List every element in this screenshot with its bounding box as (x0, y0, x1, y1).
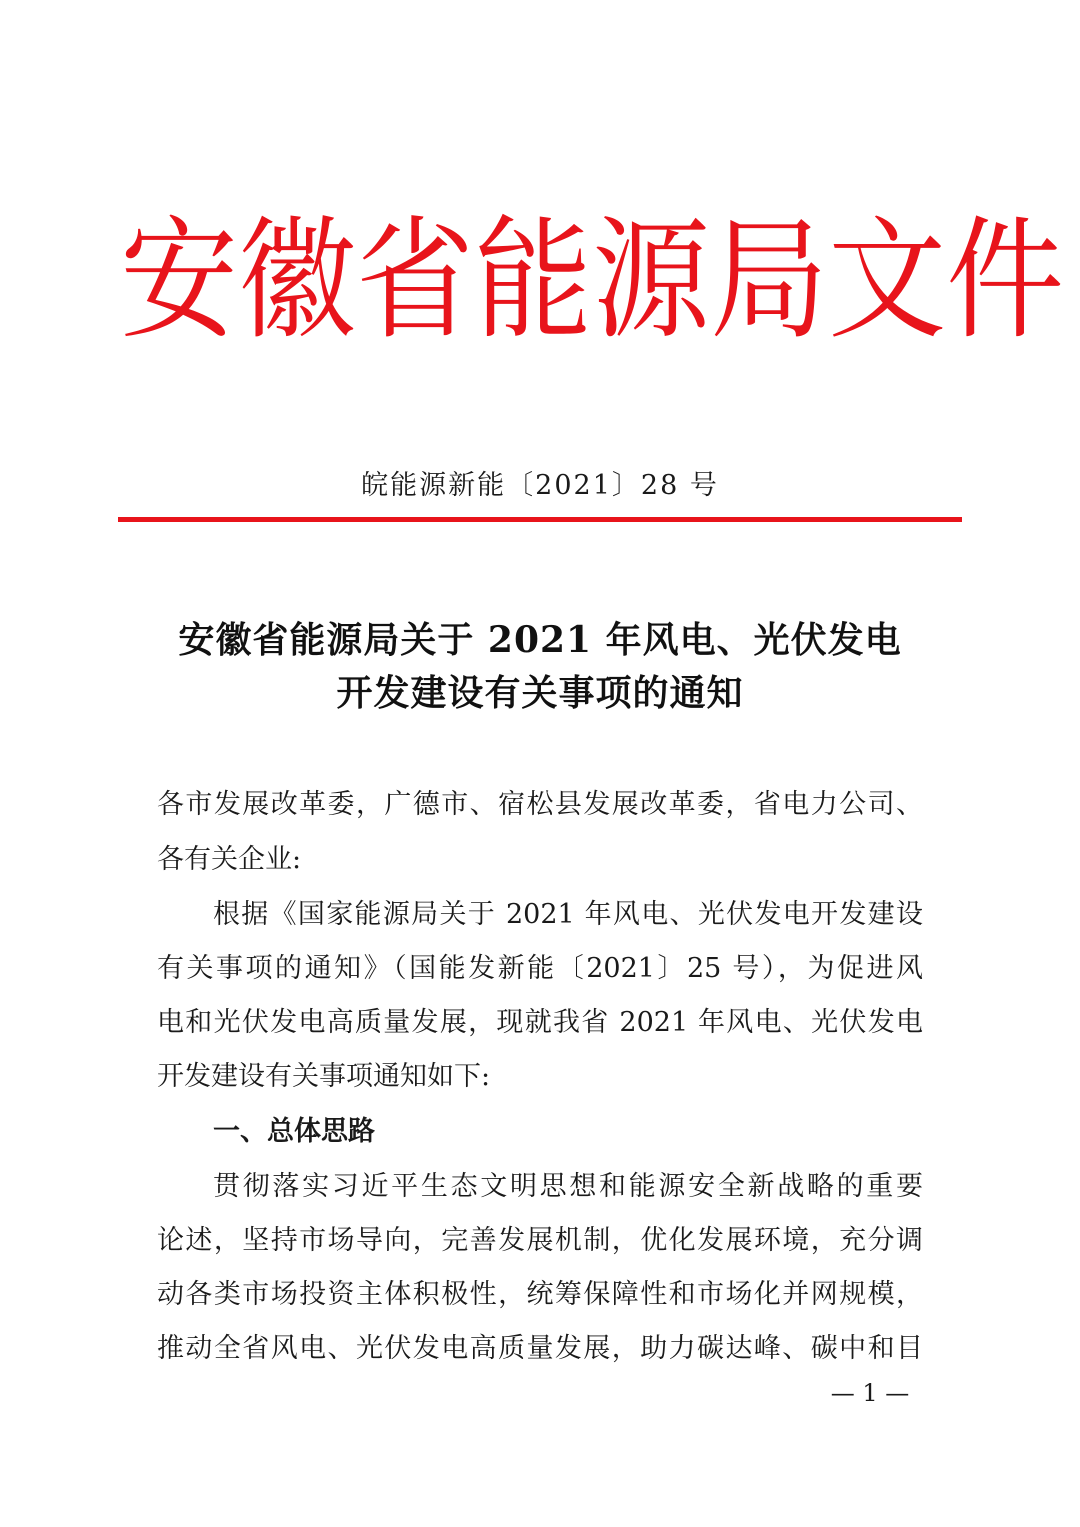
masthead-char: 能 (474, 202, 593, 358)
paragraph-2-line-3: 动各类市场投资主体积极性，统筹保障性和市场化并网规模， (157, 1279, 923, 1310)
paragraph-1-line-1: 根据《国家能源局关于 2021 年风电、光伏发电开发建设 (213, 899, 923, 930)
red-divider-rule (118, 517, 962, 522)
paragraph-2-line-2: 论述，坚持市场导向，完善发展机制，优化发展环境，充分调 (157, 1225, 923, 1256)
masthead-char: 徽 (238, 202, 357, 358)
paragraph-2-line-4: 推动全省风电、光伏发电高质量发展，助力碳达峰、碳中和目 (157, 1333, 923, 1364)
masthead-title (120, 202, 1065, 358)
masthead-char: 源 (592, 202, 711, 358)
masthead-char: 件 (946, 202, 1065, 358)
addressee-line-1: 各市发展改革委，广德市、宿松县发展改革委，省电力公司、 (157, 789, 923, 820)
page-number: — 1 — (830, 1379, 910, 1407)
section-1-heading: 一、总体思路 (213, 1116, 375, 1147)
masthead-char: 局 (710, 202, 829, 358)
addressee-line-2: 各有关企业: (157, 844, 302, 875)
document-number: 皖能源新能〔2021〕28 号 (361, 470, 719, 501)
masthead-char: 文 (828, 202, 947, 358)
paragraph-2-line-1: 贯彻落实习近平生态文明思想和能源安全新战略的重要 (213, 1171, 923, 1202)
masthead-char: 省 (356, 202, 475, 358)
paragraph-1-line-4: 开发建设有关事项通知如下: (157, 1061, 491, 1092)
paragraph-1-line-2: 有关事项的通知》（国能发新能〔2021〕25 号），为促进风 (157, 953, 923, 984)
document-title-line-1: 安徽省能源局关于 2021 年风电、光伏发电 (178, 619, 902, 661)
document-title-line-2: 开发建设有关事项的通知 (336, 672, 744, 714)
paragraph-1-line-3: 电和光伏发电高质量发展，现就我省 2021 年风电、光伏发电 (157, 1007, 923, 1038)
masthead-char: 安 (120, 202, 239, 358)
